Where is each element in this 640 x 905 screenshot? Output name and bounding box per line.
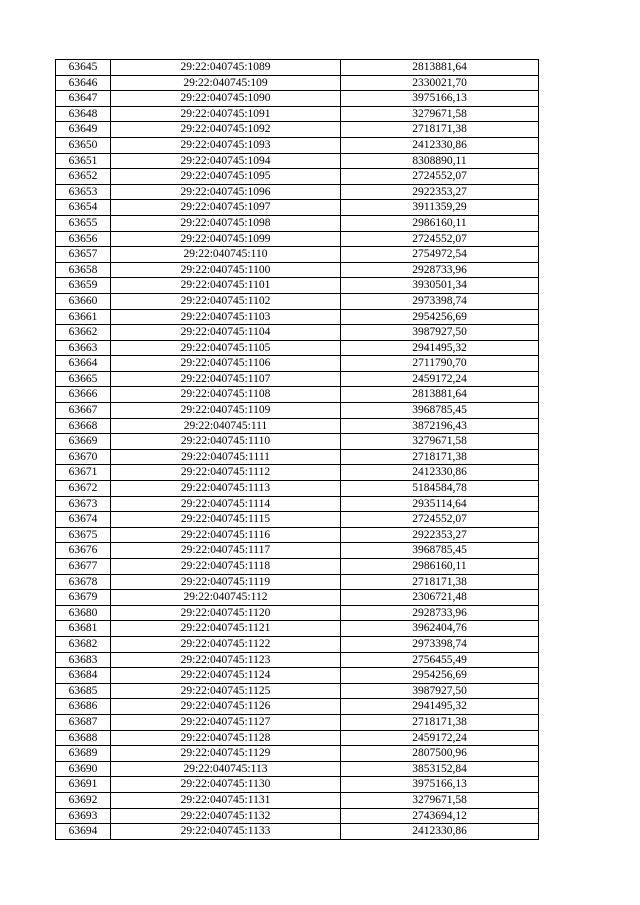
- cadastral-number-cell: 29:22:040745:1100: [111, 262, 341, 278]
- row-number-cell: 63669: [56, 434, 111, 450]
- row-number-cell: 63662: [56, 325, 111, 341]
- value-cell: 3279671,58: [341, 106, 539, 122]
- value-cell: 2412330,86: [341, 137, 539, 153]
- table-row: [56, 574, 539, 590]
- value-cell: 3987927,50: [341, 683, 539, 699]
- table-row: [56, 668, 539, 684]
- row-number-cell: 63682: [56, 636, 111, 652]
- row-number-cell: 63675: [56, 527, 111, 543]
- table-row: [56, 636, 539, 652]
- value-cell: 2718171,38: [341, 574, 539, 590]
- cadastral-number-cell: 29:22:040745:1098: [111, 215, 341, 231]
- value-cell: 2724552,07: [341, 231, 539, 247]
- table-row: [56, 746, 539, 762]
- row-number-cell: 63673: [56, 496, 111, 512]
- table-row: [56, 247, 539, 263]
- row-number-cell: 63693: [56, 808, 111, 824]
- cadastral-number-cell: 29:22:040745:1116: [111, 527, 341, 543]
- value-cell: 2412330,86: [341, 465, 539, 481]
- table-row: [56, 683, 539, 699]
- row-number-cell: 63690: [56, 761, 111, 777]
- cadastral-number-cell: 29:22:040745:1091: [111, 106, 341, 122]
- cadastral-number-cell: 29:22:040745:1095: [111, 169, 341, 185]
- cadastral-number-cell: 29:22:040745:1126: [111, 699, 341, 715]
- value-cell: 3975166,13: [341, 777, 539, 793]
- cadastral-number-cell: 29:22:040745:1124: [111, 668, 341, 684]
- table-row: [56, 169, 539, 185]
- value-cell: 3279671,58: [341, 792, 539, 808]
- value-cell: 2813881,64: [341, 387, 539, 403]
- cadastral-number-cell: 29:22:040745:1128: [111, 730, 341, 746]
- table-row: [56, 621, 539, 637]
- row-number-cell: 63648: [56, 106, 111, 122]
- table-row: [56, 137, 539, 153]
- cadastral-number-cell: 29:22:040745:1107: [111, 371, 341, 387]
- value-cell: 2941495,32: [341, 340, 539, 356]
- value-cell: 2922353,27: [341, 184, 539, 200]
- table-row: [56, 293, 539, 309]
- row-number-cell: 63655: [56, 215, 111, 231]
- cadastral-number-cell: 29:22:040745:1114: [111, 496, 341, 512]
- cadastral-number-cell: 29:22:040745:1120: [111, 605, 341, 621]
- cadastral-number-cell: 29:22:040745:1127: [111, 714, 341, 730]
- cadastral-number-cell: 29:22:040745:1122: [111, 636, 341, 652]
- row-number-cell: 63668: [56, 418, 111, 434]
- table-row: [56, 91, 539, 107]
- row-number-cell: 63661: [56, 309, 111, 325]
- row-number-cell: 63686: [56, 699, 111, 715]
- row-number-cell: 63653: [56, 184, 111, 200]
- value-cell: 2928733,96: [341, 605, 539, 621]
- row-number-cell: 63659: [56, 278, 111, 294]
- row-number-cell: 63676: [56, 543, 111, 559]
- row-number-cell: 63651: [56, 153, 111, 169]
- row-number-cell: 63689: [56, 746, 111, 762]
- table-body: [56, 60, 539, 840]
- row-number-cell: 63683: [56, 652, 111, 668]
- value-cell: 2756455,49: [341, 652, 539, 668]
- cadastral-number-cell: 29:22:040745:1119: [111, 574, 341, 590]
- value-cell: 3968785,45: [341, 543, 539, 559]
- table-row: [56, 200, 539, 216]
- value-cell: 2718171,38: [341, 714, 539, 730]
- cadastral-number-cell: 29:22:040745:1110: [111, 434, 341, 450]
- table-row: [56, 356, 539, 372]
- cadastral-number-cell: 29:22:040745:1092: [111, 122, 341, 138]
- cadastral-number-cell: 29:22:040745:1109: [111, 403, 341, 419]
- cadastral-number-cell: 29:22:040745:112: [111, 590, 341, 606]
- cadastral-number-cell: 29:22:040745:1104: [111, 325, 341, 341]
- table-row: [56, 153, 539, 169]
- table-row: [56, 215, 539, 231]
- row-number-cell: 63663: [56, 340, 111, 356]
- data-table: [55, 59, 539, 840]
- row-number-cell: 63680: [56, 605, 111, 621]
- row-number-cell: 63670: [56, 449, 111, 465]
- value-cell: 2718171,38: [341, 449, 539, 465]
- cadastral-number-cell: 29:22:040745:1121: [111, 621, 341, 637]
- table-row: [56, 262, 539, 278]
- table-row: [56, 714, 539, 730]
- table-row: [56, 824, 539, 840]
- value-cell: 3911359,29: [341, 200, 539, 216]
- value-cell: 2941495,32: [341, 699, 539, 715]
- row-number-cell: 63687: [56, 714, 111, 730]
- value-cell: 2973398,74: [341, 293, 539, 309]
- row-number-cell: 63647: [56, 91, 111, 107]
- cadastral-number-cell: 29:22:040745:109: [111, 75, 341, 91]
- row-number-cell: 63685: [56, 683, 111, 699]
- row-number-cell: 63672: [56, 481, 111, 497]
- value-cell: 2754972,54: [341, 247, 539, 263]
- value-cell: 2973398,74: [341, 636, 539, 652]
- row-number-cell: 63652: [56, 169, 111, 185]
- row-number-cell: 63654: [56, 200, 111, 216]
- row-number-cell: 63674: [56, 512, 111, 528]
- value-cell: 3279671,58: [341, 434, 539, 450]
- table-row: [56, 730, 539, 746]
- row-number-cell: 63692: [56, 792, 111, 808]
- value-cell: 3930501,34: [341, 278, 539, 294]
- value-cell: 3853152,84: [341, 761, 539, 777]
- value-cell: 2718171,38: [341, 122, 539, 138]
- cadastral-number-cell: 29:22:040745:110: [111, 247, 341, 263]
- row-number-cell: 63677: [56, 559, 111, 575]
- table-row: [56, 512, 539, 528]
- cadastral-number-cell: 29:22:040745:111: [111, 418, 341, 434]
- table-row: [56, 325, 539, 341]
- value-cell: 2330021,70: [341, 75, 539, 91]
- row-number-cell: 63694: [56, 824, 111, 840]
- cadastral-number-cell: 29:22:040745:1112: [111, 465, 341, 481]
- table-row: [56, 309, 539, 325]
- cadastral-number-cell: 29:22:040745:1123: [111, 652, 341, 668]
- cadastral-number-cell: 29:22:040745:1090: [111, 91, 341, 107]
- cadastral-number-cell: 29:22:040745:1111: [111, 449, 341, 465]
- table-row: [56, 340, 539, 356]
- table-row: [56, 652, 539, 668]
- cadastral-number-cell: 29:22:040745:1113: [111, 481, 341, 497]
- value-cell: 2743694,12: [341, 808, 539, 824]
- value-cell: 5184584,78: [341, 481, 539, 497]
- cadastral-number-cell: 29:22:040745:1108: [111, 387, 341, 403]
- row-number-cell: 63660: [56, 293, 111, 309]
- row-number-cell: 63650: [56, 137, 111, 153]
- value-cell: 3872196,43: [341, 418, 539, 434]
- cadastral-number-cell: 29:22:040745:1102: [111, 293, 341, 309]
- cadastral-number-cell: 29:22:040745:1130: [111, 777, 341, 793]
- table-row: [56, 449, 539, 465]
- row-number-cell: 63691: [56, 777, 111, 793]
- cadastral-number-cell: 29:22:040745:1125: [111, 683, 341, 699]
- cadastral-number-cell: 29:22:040745:1096: [111, 184, 341, 200]
- value-cell: 2813881,64: [341, 60, 539, 76]
- table-row: [56, 605, 539, 621]
- table-row: [56, 496, 539, 512]
- table-row: [56, 590, 539, 606]
- value-cell: 2954256,69: [341, 309, 539, 325]
- row-number-cell: 63679: [56, 590, 111, 606]
- row-number-cell: 63658: [56, 262, 111, 278]
- table-row: [56, 465, 539, 481]
- table-row: [56, 106, 539, 122]
- table-row: [56, 761, 539, 777]
- value-cell: 2986160,11: [341, 215, 539, 231]
- value-cell: 2986160,11: [341, 559, 539, 575]
- value-cell: 2459172,24: [341, 371, 539, 387]
- value-cell: 2724552,07: [341, 169, 539, 185]
- table-row: [56, 278, 539, 294]
- row-number-cell: 63681: [56, 621, 111, 637]
- value-cell: 2724552,07: [341, 512, 539, 528]
- value-cell: 2711790,70: [341, 356, 539, 372]
- table-row: [56, 184, 539, 200]
- cadastral-number-cell: 29:22:040745:1117: [111, 543, 341, 559]
- cadastral-number-cell: 29:22:040745:1105: [111, 340, 341, 356]
- cadastral-number-cell: 29:22:040745:1099: [111, 231, 341, 247]
- cadastral-number-cell: 29:22:040745:1093: [111, 137, 341, 153]
- row-number-cell: 63646: [56, 75, 111, 91]
- cadastral-number-cell: 29:22:040745:1133: [111, 824, 341, 840]
- value-cell: 2922353,27: [341, 527, 539, 543]
- row-number-cell: 63665: [56, 371, 111, 387]
- table-row: [56, 403, 539, 419]
- cadastral-number-cell: 29:22:040745:1089: [111, 60, 341, 76]
- row-number-cell: 63671: [56, 465, 111, 481]
- cadastral-number-cell: 29:22:040745:113: [111, 761, 341, 777]
- table-row: [56, 792, 539, 808]
- cadastral-number-cell: 29:22:040745:1101: [111, 278, 341, 294]
- table-row: [56, 808, 539, 824]
- value-cell: 8308890,11: [341, 153, 539, 169]
- value-cell: 2935114,64: [341, 496, 539, 512]
- value-cell: 2306721,48: [341, 590, 539, 606]
- row-number-cell: 63684: [56, 668, 111, 684]
- table-row: [56, 122, 539, 138]
- cadastral-number-cell: 29:22:040745:1129: [111, 746, 341, 762]
- table-row: [56, 231, 539, 247]
- cadastral-number-cell: 29:22:040745:1103: [111, 309, 341, 325]
- table-row: [56, 559, 539, 575]
- value-cell: 2928733,96: [341, 262, 539, 278]
- row-number-cell: 63649: [56, 122, 111, 138]
- row-number-cell: 63678: [56, 574, 111, 590]
- table-row: [56, 777, 539, 793]
- value-cell: 3962404,76: [341, 621, 539, 637]
- cadastral-number-cell: 29:22:040745:1118: [111, 559, 341, 575]
- table-row: [56, 434, 539, 450]
- value-cell: 2954256,69: [341, 668, 539, 684]
- table-row: [56, 543, 539, 559]
- row-number-cell: 63666: [56, 387, 111, 403]
- table-row: [56, 387, 539, 403]
- row-number-cell: 63645: [56, 60, 111, 76]
- table-row: [56, 75, 539, 91]
- value-cell: 3968785,45: [341, 403, 539, 419]
- table-row: [56, 527, 539, 543]
- value-cell: 2807500,96: [341, 746, 539, 762]
- row-number-cell: 63656: [56, 231, 111, 247]
- value-cell: 3975166,13: [341, 91, 539, 107]
- cadastral-number-cell: 29:22:040745:1132: [111, 808, 341, 824]
- value-cell: 3987927,50: [341, 325, 539, 341]
- cadastral-number-cell: 29:22:040745:1106: [111, 356, 341, 372]
- value-cell: 2459172,24: [341, 730, 539, 746]
- cadastral-number-cell: 29:22:040745:1094: [111, 153, 341, 169]
- table-row: [56, 60, 539, 76]
- table-row: [56, 481, 539, 497]
- value-cell: 2412330,86: [341, 824, 539, 840]
- table-row: [56, 371, 539, 387]
- row-number-cell: 63688: [56, 730, 111, 746]
- row-number-cell: 63667: [56, 403, 111, 419]
- cadastral-number-cell: 29:22:040745:1131: [111, 792, 341, 808]
- table-row: [56, 699, 539, 715]
- row-number-cell: 63657: [56, 247, 111, 263]
- cadastral-number-cell: 29:22:040745:1097: [111, 200, 341, 216]
- cadastral-number-cell: 29:22:040745:1115: [111, 512, 341, 528]
- table-row: [56, 418, 539, 434]
- row-number-cell: 63664: [56, 356, 111, 372]
